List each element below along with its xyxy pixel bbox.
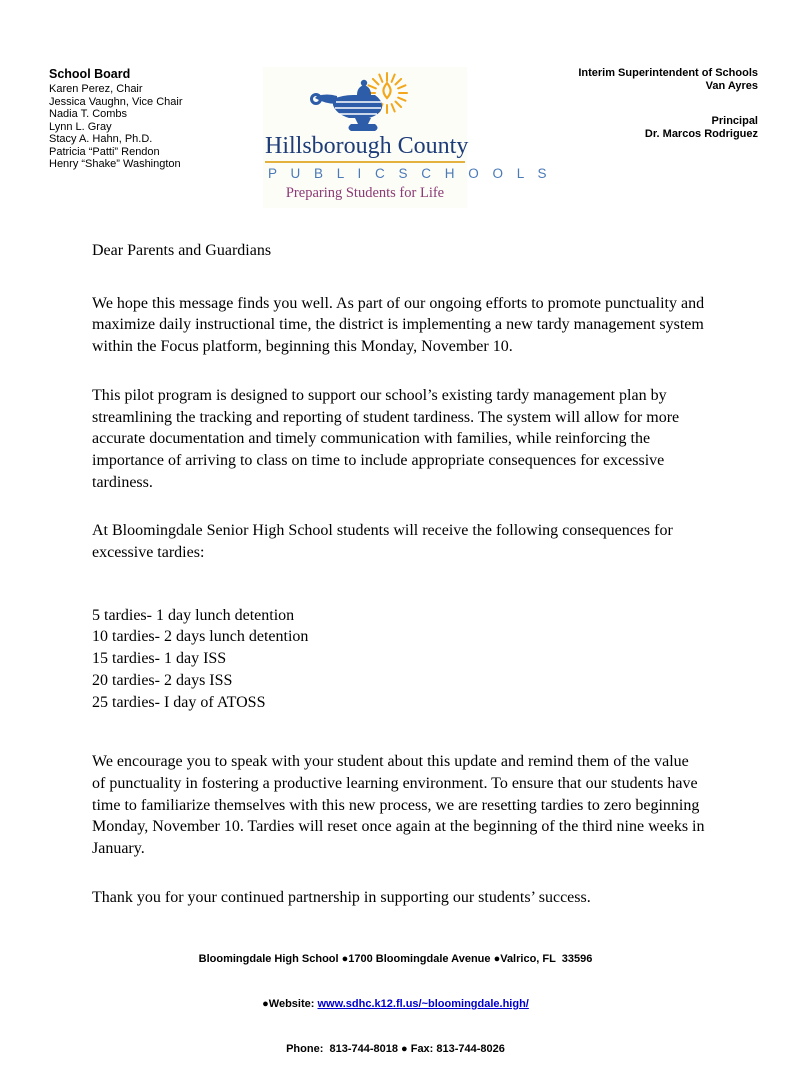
administration-block	[578, 67, 758, 141]
board-member: Lynn L. Gray	[49, 120, 112, 133]
consequence-list	[92, 605, 706, 714]
lamp-of-learning-icon	[305, 71, 425, 133]
district-logo	[263, 67, 552, 208]
superintendent-title: Interim Superintendent of Schools	[578, 67, 758, 79]
letterhead	[49, 67, 758, 208]
flame-icon	[383, 83, 390, 98]
paragraph: At Bloomingdale Senior High School students will receive the following consequences for excessive tardies:	[92, 522, 673, 562]
footer-phone-fax: Phone: 813-744-8018 ● Fax: 813-744-8026	[286, 1043, 505, 1055]
letter-body	[92, 240, 706, 935]
paragraph: This pilot program is designed to support our school’s existing tardy management plan by streamlining the tracking and reporting of student tardiness. The system will allow for more accurate documentation and timely communication with families, while reinforcing the importance of arriving to class on time to include appropriate consequences for excessive tardiness.	[92, 386, 680, 491]
footer-website-line	[0, 997, 791, 1012]
website-link[interactable]: www.sdhc.k12.fl.us/~bloomingdale.high/	[317, 998, 529, 1010]
school-footer	[0, 922, 791, 1087]
logo-public-schools: P U B L I C S C H O O L S	[268, 166, 552, 181]
school-board-title: School Board	[49, 67, 131, 81]
board-member: Nadia T. Combs	[49, 108, 128, 120]
paragraph: We encourage you to speak with your student about this update and remind them of the value of punctuality in fostering a productive learning environment. To ensure that our students have time to familiarize themselves with this new process, we are resetting tardies to zero beginning Monday, November 10. Tardies will reset once again at the beginning of the third nine weeks in January.	[92, 753, 705, 858]
board-member: Jessica Vaughn, Vice Chair	[49, 95, 183, 108]
principal-title: Principal	[711, 115, 758, 127]
logo-tagline: Preparing Students for Life	[285, 185, 445, 201]
school-board-block	[49, 67, 263, 171]
salutation: Dear Parents and Guardians	[92, 242, 272, 259]
closing-thanks: Thank you for your continued partnership in supporting our students’ success.	[92, 888, 591, 906]
superintendent-name: Van Ayres	[705, 80, 758, 92]
paragraph: We hope this message finds you well. As part of our ongoing efforts to promote punctuality and maximize daily instructional time, the district is implementing a new tardy management system within the Focus platform, beginning this Monday, November 10.	[92, 294, 705, 356]
consequence-item: 20 tardies- 2 days ISS	[92, 671, 233, 689]
board-member: Henry “Shake” Washington	[49, 158, 181, 170]
board-member: Stacy A. Hahn, Ph.D.	[49, 133, 153, 145]
footer-website-label: ●Website:	[262, 998, 318, 1010]
board-member: Karen Perez, Chair	[49, 83, 143, 95]
consequence-item: 10 tardies- 2 days lunch detention	[92, 628, 309, 646]
consequence-item: 15 tardies- 1 day ISS	[92, 650, 227, 668]
consequence-item: 25 tardies- I day of ATOSS	[92, 693, 266, 711]
consequence-item: 5 tardies- 1 day lunch detention	[92, 606, 295, 624]
board-member: Patricia “Patti” Rendon	[49, 145, 160, 158]
logo-district-name: Hillsborough County	[265, 133, 465, 163]
footer-address: Bloomingdale High School ●1700 Bloomingdale Avenue ●Valrico, FL 33596	[198, 953, 593, 965]
principal-name: Dr. Marcos Rodriguez	[644, 128, 758, 140]
